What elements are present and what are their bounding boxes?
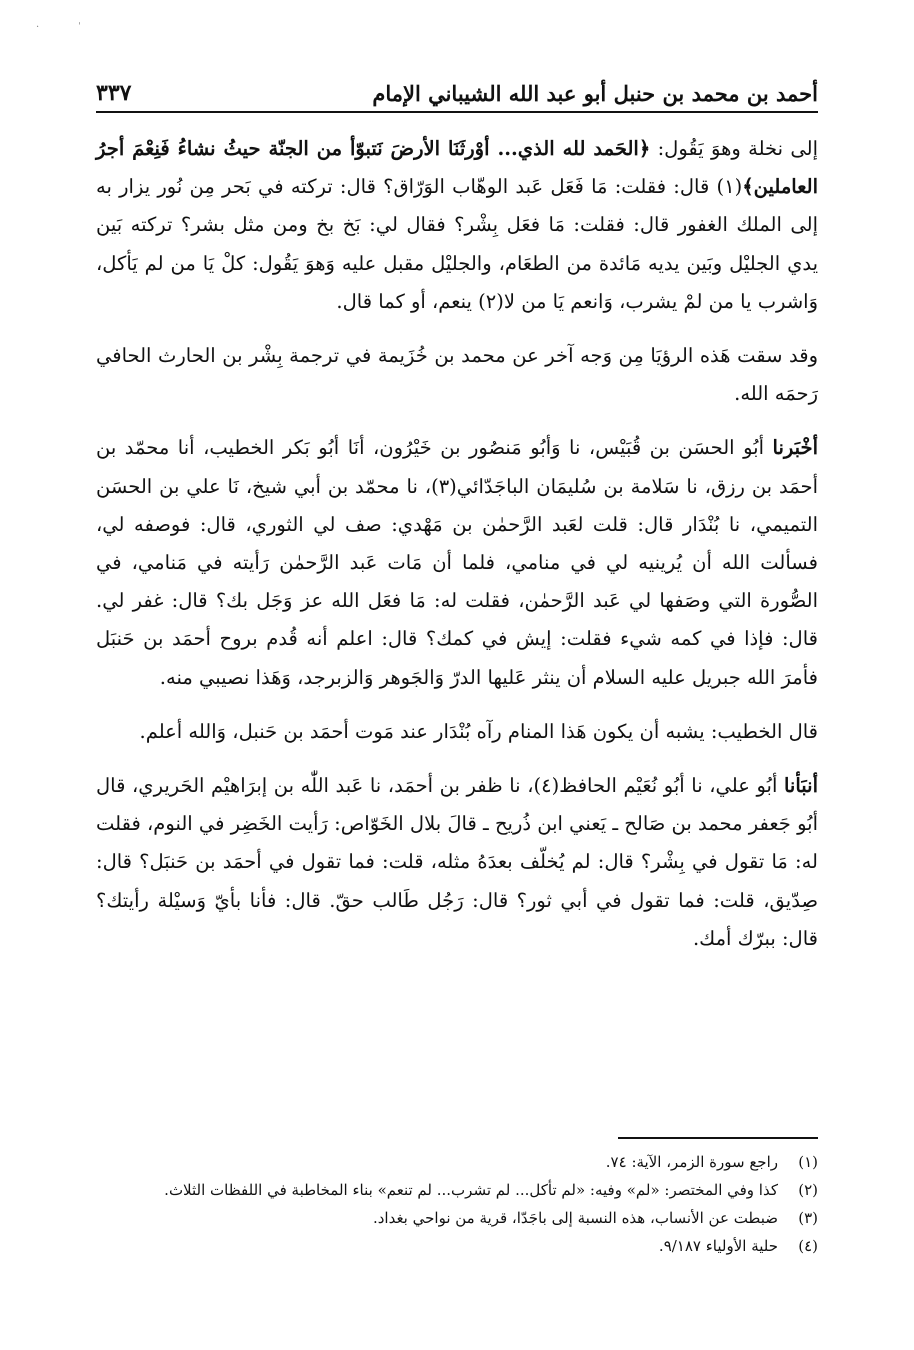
footnote <box>96 1232 818 1260</box>
footnote-number: (٢) <box>798 1181 818 1199</box>
paragraph <box>96 130 818 321</box>
header-rule <box>96 111 818 113</box>
text-segment: قال الخطيب: يشبه أن يكون هَذا المنام رآه بُنْدَار عند مَوت أحمَد بن حَنبل، وَالله أعلم. <box>139 719 818 743</box>
text-segment: (١) قال: فقلت: مَا فَعَل عَبد الوهّاب الوَرّاق؟ قال: تركته في بَحر مِن نُور يزار به إلى الملك الغفور قال: فقلت: مَا فعَل بِشْر؟ فقال لي: بَخ بخ ومن مثل بشر؟ تركته بَين يدي الجليْل وبَين يديه مَائدة من الطعَام، والجليْل مقبل عليه وَهوَ يَقُول: كلْ يَا من لم يَأكل، وَاشرب يا من لمْ يشرب، وَانعم يَا من لا(٢) ينعم، أو كما قال. <box>96 175 818 313</box>
paragraph <box>96 767 818 958</box>
main-text <box>96 130 818 974</box>
text-segment: أبُو علي، نا أبُو نُعَيْم الحافظ(٤)، نا ظفر بن أحمَد، نا عَبد اللّٰه بن إبرَاهيْم الحَريري، قال أبُو جَعفر محمد بن صَالح ـ يَعني ابن ذُريح ـ قالَ بلال الخَوّاص: رَأيت الخَضِر في النوم، فقلت له: مَا تقول في بِشْر؟ قال: لم يُخلّف بعدَهُ مثله، قلت: فما تقول في أحمَد بن حَنبَل؟ قال: صِدّيق، قلت: فما تقول في أبي ثور؟ قال: رَجُل طَالب حقّ. قال: فأنا بأيّ وَسيْلة رأيتك؟ قال: ببرّك أمك. <box>96 774 818 950</box>
bold-text-segment: أنبَأنا <box>783 774 818 798</box>
scan-mark: · <box>36 22 40 33</box>
scan-mark: ˈ <box>78 22 81 33</box>
text-segment: أبُو الحسَن بن قُبَيْس، نا وَأبُو مَنصُور بن خَيْرُون، أنَا أبُو بَكر الخطيب، أنا محمّد بن أحمَد بن رزق، نا سَلامة بن سُليمَان الباجَدّائي(٣)، نا محمّد بن أبي شيخ، نَا علي بن الحسَن التميمي، نا بُنْدَار قال: قلت لعَبد الرَّحمٰن بن مَهْدي: صف لي الثوري، قال: فوصفه لي، فسألت الله أن يُرينيه لي في منامي، فلما أن مَات عَبد الرَّحمٰن رَأيته في مَنامي، في الصُّورة التي وصَفها لي عَبد الرَّحمٰن، فقلت له: مَا فعَل الله عز وَجَل بك؟ قال: غفر لي. قال: فإذا في كمه شيء فقلت: إيش في كمك؟ قال: اعلم أنه قُدم بروح أحمَد بن حَنبَل فأمرَ الله جبريل عليه السلام أن ينثر عَليها الدرّ وَالجَوهر وَالزبرجد، وَهَذا نصيبي منه. <box>96 436 818 689</box>
bold-text-segment: أخْبَرنا <box>772 436 818 460</box>
footnote-text: ضبطت عن الأنساب، هذه النسبة إلى باجَدّا، قرية من نواحي بغداد. <box>372 1209 778 1227</box>
footnote <box>96 1204 818 1232</box>
footnote-text: كذا وفي المختصر: «لم» وفيه: «لم تأكل... لم تشرب... لم تنعم» بناء المخاطبة في اللفظات الثلاث. <box>164 1181 778 1199</box>
footnote-text: حلية الأولياء ٩/١٨٧. <box>658 1237 778 1255</box>
paragraph <box>96 713 818 751</box>
footnote <box>96 1176 818 1204</box>
header-title: أحمد بن محمد بن حنبل أبو عبد الله الشيباني الإمام <box>372 81 818 106</box>
paragraph <box>96 429 818 696</box>
footnotes <box>96 1148 818 1260</box>
running-header <box>96 70 818 106</box>
footnote-number: (٤) <box>798 1237 818 1255</box>
footnote-text: راجع سورة الزمر، الآية: ٧٤. <box>605 1153 778 1171</box>
footnote <box>96 1148 818 1176</box>
paragraph <box>96 337 818 413</box>
footnote-number: (١) <box>798 1153 818 1171</box>
text-segment: وقد سقت هَذه الرؤيَا مِن وَجه آخر عن محمد بن خُزَيمة في ترجمة بِشْر بن الحارث الحافي رَحمَه الله. <box>96 344 818 406</box>
footnote-separator <box>618 1137 818 1139</box>
bold-text-segment: ﴿الحَمد لله الذي... أوْرثَنَا الأرضَ نَتبوّأ من الجنّة حيثُ نشاءُ فَنِعْمَ أجرُ العاملين﴾ <box>96 137 818 199</box>
page-number: ٣٣٧ <box>96 80 132 106</box>
footnote-number: (٣) <box>798 1209 818 1227</box>
text-segment: إلى نخلة وهوَ يَقُول: <box>650 137 818 160</box>
